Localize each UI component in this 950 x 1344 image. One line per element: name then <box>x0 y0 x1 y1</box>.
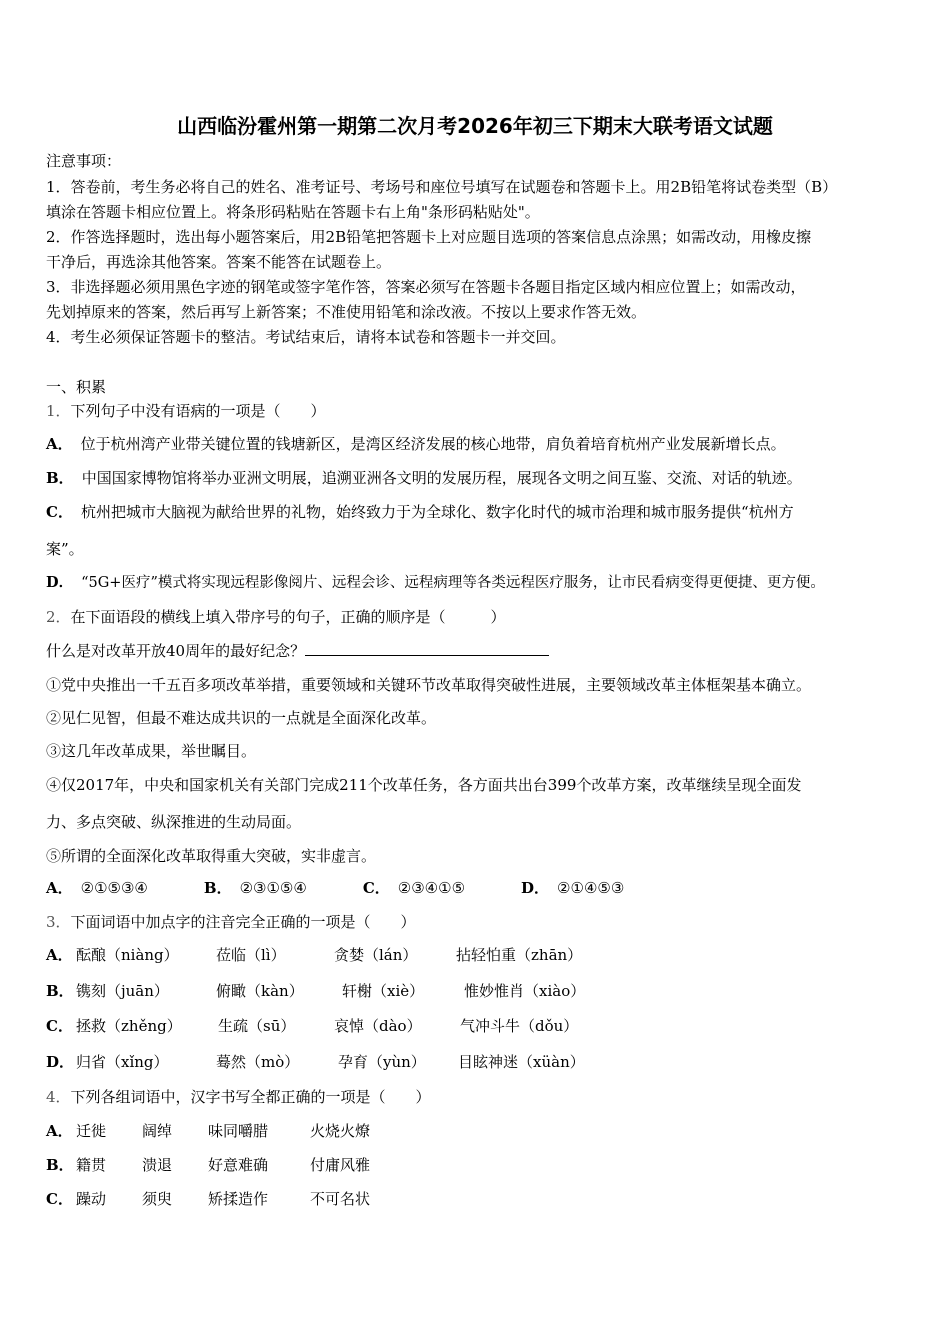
option-label: A． <box>46 435 73 453</box>
q3-option-d <box>46 1052 585 1072</box>
word-item: 镌刻（juān） <box>76 982 169 1000</box>
q1-option-d <box>46 573 825 593</box>
word-item: 籍贯 <box>76 1156 107 1174</box>
q3-option-c <box>46 1016 579 1036</box>
option-label: C． <box>46 1017 73 1035</box>
notice-line: 3．非选择题必须用黑色字迹的钢笔或签字笔作答，答案必须写在答题卡各题目指定区域内相应位置上；如需改动， <box>46 278 806 296</box>
word-item: 迁徙 <box>76 1122 107 1140</box>
option-label: B． <box>46 1156 74 1174</box>
question-number: 1． <box>46 402 71 420</box>
q4-option-b <box>46 1155 371 1175</box>
word-item: 孕育（yùn） <box>338 1053 426 1071</box>
word-item: 目眩神迷（xüàn） <box>458 1053 585 1071</box>
option-label: C． <box>362 879 390 897</box>
option-label: C． <box>46 503 73 521</box>
word-item: 拯救（zhěng） <box>76 1017 182 1035</box>
option-label: A． <box>46 946 73 964</box>
word-item: 矫揉造作 <box>208 1190 269 1208</box>
word-item: 味同嚼腊 <box>208 1122 269 1140</box>
q1-option-a <box>46 434 786 454</box>
word-item: 莅临（lì） <box>216 946 286 964</box>
word-item: 阔绰 <box>142 1122 173 1140</box>
option-label: D． <box>46 1053 75 1071</box>
option-label: B． <box>203 879 232 897</box>
q2-sentence-2: ②见仁见智，但最不难达成共识的一点就是全面深化改革。 <box>46 709 437 727</box>
option-c[interactable] <box>363 878 465 898</box>
option-text: “5G+医疗”模式将实现远程影像阅片、远程会诊、远程病理等各类远程医疗服务，让市民看病变得更便捷、更方便。 <box>81 575 825 591</box>
q2-sentence-3: ③这几年改革成果，举世瞩目。 <box>46 742 257 760</box>
word-item: 蓦然（mò） <box>216 1053 300 1071</box>
word-item: 拈轻怕重（zhān） <box>456 946 583 964</box>
option-text: 杭州把城市大脑视为献给世界的礼物，始终致力于为全球化、数字化时代的城市治理和城市服务提供“杭州方 <box>80 503 794 521</box>
q2-options <box>46 878 680 898</box>
word-item: 火烧火燎 <box>310 1122 371 1140</box>
word-item: 轩榭（xiè） <box>342 982 425 1000</box>
q2-sentence-5: ⑤所谓的全面深化改革取得重大突破，实非虚言。 <box>46 847 377 865</box>
word-item: 须臾 <box>142 1190 173 1208</box>
question-text: 下列各组词语中，汉字书写全都正确的一项是（ ） <box>70 1088 431 1106</box>
word-item: 气冲斗牛（dǒu） <box>460 1017 579 1035</box>
word-item: 归省（xǐng） <box>76 1053 169 1071</box>
answer-blank[interactable] <box>305 641 549 656</box>
word-item: 惟妙惟肖（xiào） <box>464 982 586 1000</box>
option-label: D． <box>46 574 74 591</box>
option-text: ②①④⑤③ <box>557 879 625 897</box>
question-text: 下面词语中加点字的注音完全正确的一项是（ ） <box>70 913 416 931</box>
option-text: ②③④①⑤ <box>397 879 466 897</box>
section-heading: 一、积累 <box>46 378 107 396</box>
word-item: 生疏（sū） <box>218 1017 296 1035</box>
option-text: ②③①⑤④ <box>239 879 307 897</box>
q2-lead <box>46 641 549 661</box>
word-item: 好意难确 <box>208 1156 269 1174</box>
question-text: 在下面语段的横线上填入带序号的句子，正确的顺序是（ ） <box>70 608 506 626</box>
option-text: ②①⑤③④ <box>80 879 148 897</box>
question-4-stem <box>46 1087 431 1107</box>
option-a[interactable] <box>46 878 148 898</box>
lead-text: 什么是对改革开放40周年的最好纪念？ <box>46 642 306 660</box>
option-text: 位于杭州湾产业带关键位置的钱塘新区，是湾区经济发展的核心地带，肩负着培育杭州产业发展新增长点。 <box>80 435 786 453</box>
notice-line: 干净后，再选涂其他答案。答案不能答在试题卷上。 <box>46 253 392 271</box>
q2-sentence-1: ①党中央推出一千五百多项改革举措，重要领域和关键环节改革取得突破性进展，主要领域改革主体框架基本确立。 <box>46 676 812 694</box>
q2-sentence-4: ④仅2017年，中央和国家机关有关部门完成211个改革任务，各方面共出台399个改革方案，改革继续呈现全面发 <box>46 776 802 794</box>
word-item: 躁动 <box>76 1190 107 1208</box>
question-text: 下列句子中没有语病的一项是（ ） <box>70 402 326 420</box>
word-item: 不可名状 <box>310 1190 371 1208</box>
question-number: 2． <box>46 608 71 626</box>
word-item: 贪婪（lán） <box>334 946 418 964</box>
option-label: A． <box>46 879 73 897</box>
notice-line: 先划掉原来的答案，然后再写上新答案；不准使用铅笔和涂改液。不按以上要求作答无效。 <box>46 303 647 321</box>
option-d[interactable] <box>521 878 624 898</box>
question-3-stem <box>46 912 416 932</box>
q1-option-c <box>46 502 794 522</box>
page-title: 山西临汾霍州第一期第二次月考2026年初三下期末大联考语文试题 <box>177 114 773 138</box>
notice-heading: 注意事项： <box>46 152 122 170</box>
notice-line: 填涂在答题卡相应位置上。将条形码粘贴在答题卡右上角"条形码粘贴处"。 <box>46 203 540 221</box>
question-number: 3． <box>46 913 71 931</box>
q3-option-b <box>46 981 586 1001</box>
question-2-stem <box>46 607 506 627</box>
word-item: 付庸风雅 <box>310 1156 371 1174</box>
q2-sentence-4-cont: 力、多点突破、纵深推进的生动局面。 <box>46 813 302 831</box>
option-label: C． <box>46 1190 73 1208</box>
word-item: 俯瞰（kàn） <box>216 982 304 1000</box>
option-label: B． <box>46 469 74 487</box>
option-label: D． <box>521 879 550 897</box>
word-item: 酝酿（niàng） <box>76 946 179 964</box>
word-item: 溃退 <box>142 1156 173 1174</box>
q4-option-c <box>46 1189 371 1209</box>
option-text: 中国国家博物馆将举办亚洲文明展，追溯亚洲各文明的发展历程，展现各文明之间互鉴、交流、对话的轨迹。 <box>81 469 802 487</box>
notice-line: 2．作答选择题时，选出每小题答案后，用2B铅笔把答题卡上对应题目选项的答案信息点涂黑；如需改动，用橡皮擦 <box>46 228 812 246</box>
q1-option-c-cont: 案”。 <box>46 540 84 558</box>
notice-line: 4．考生必须保证答题卡的整洁。考试结束后，请将本试卷和答题卡一并交回。 <box>46 328 566 346</box>
q4-option-a <box>46 1121 371 1141</box>
option-label: A． <box>46 1122 73 1140</box>
question-number: 4． <box>46 1088 71 1106</box>
q1-option-b <box>46 468 802 488</box>
word-item: 哀悼（dào） <box>334 1017 422 1035</box>
q3-option-a <box>46 945 583 965</box>
notice-line: 1．答卷前，考生务必将自己的姓名、准考证号、考场号和座位号填写在试题卷和答题卡上。用2B铅笔将试卷类型（B） <box>46 178 838 196</box>
option-b[interactable] <box>204 878 307 898</box>
option-label: B． <box>46 982 74 1000</box>
question-1-stem <box>46 401 326 421</box>
